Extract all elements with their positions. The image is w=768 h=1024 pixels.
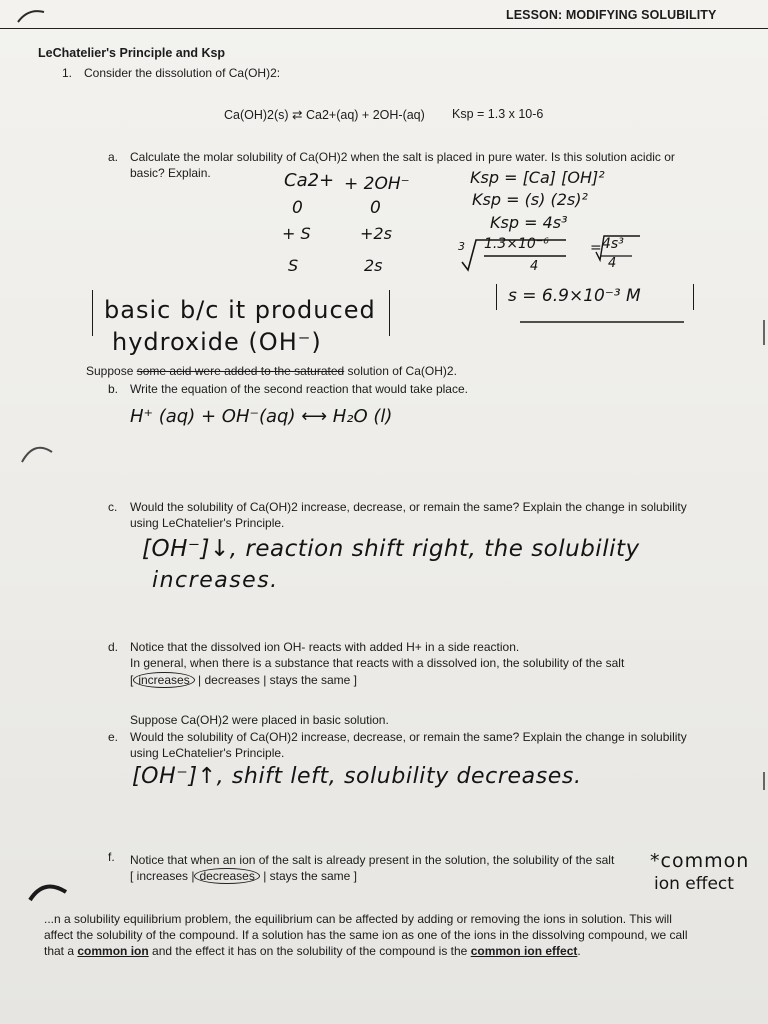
ice-header-ca: Ca2+ [284,170,335,191]
lesson-header: LESSON: MODIFYING SOLUBILITY [506,8,717,22]
part-d-rest: | decreases | stays the same ] [194,673,358,687]
calc-line2: Ksp = (s) (2s)² [472,190,588,209]
section-title: LeChatelier's Principle and Ksp [38,46,226,60]
calc-numerator: 1.3×10⁻⁶ [484,236,549,252]
part-f-letter: f. [108,850,115,864]
equals-sign: = [590,240,602,256]
part-b-letter: b. [108,382,119,396]
calc-rhs-numerator: 4s³ [602,236,624,252]
part-a-line2: basic? Explain. [130,166,211,180]
hole-punch-arc-top [22,448,52,462]
ice-row3-ca: S [288,256,299,275]
part-f-circled-option: decreases [194,868,259,884]
acid-note-struck: some acid were added to the saturated [136,364,345,378]
ice-row1-oh: 0 [370,198,381,218]
part-e-letter: e. [108,730,119,744]
part-e-hand: [OH⁻]↑, shift left, solubility decreases. [132,764,582,789]
part-c-hand1: [OH⁻]↓, reaction shift right, the solubility [142,536,640,562]
part-f-hand2: ion effect [654,874,734,894]
calc-root-index: 3 [458,240,465,253]
ice-header-oh: + 2OH⁻ [344,174,410,194]
part-b-handwritten: H⁺ (aq) + OH⁻(aq) ⟷ H₂O (l) [130,406,393,427]
calc-rhs-denominator: 4 [608,256,617,271]
summary-line2: affect the solubility of the compound. If a solution has the same ion as one of the ions in the dissolving compound, we call [44,928,688,942]
calc-line3: Ksp = 4s³ [490,213,568,232]
part-f-line1: Notice that when an ion of the salt is already present in the solution, the solubility of the salt [130,853,615,867]
part-d-line2: In general, when there is a substance that reacts with a dissolved ion, the solubility of the salt [130,656,625,670]
term-common-ion-effect: common ion effect [470,944,578,958]
part-d-circled-option: increases [133,672,194,688]
ice-row2-ca: + S [282,224,311,243]
summary-line1: ...n a solubility equilibrium problem, the equilibrium can be affected by adding or removing the ions in solution. This will [44,912,672,926]
part-d-line1: Notice that the dissolved ion OH- reacts with added H+ in a side reaction. [130,640,520,654]
part-e-line2: using LeChatelier's Principle. [130,746,285,760]
summary-line3-a: that a [44,944,78,958]
ice-row3-oh: 2s [364,256,383,275]
part-c-hand2: increases. [152,568,279,593]
hole-punch-arc-bottom [30,887,66,900]
explanation-line1: basic b/c it produced [104,296,376,324]
acid-note-before: Suppose [86,364,137,378]
part-d-open: [ [130,673,134,687]
part-e-line1: Would the solubility of Ca(OH)2 increase, decrease, or remain the same? Explain the change in solubility [130,730,687,744]
part-c-line1: Would the solubility of Ca(OH)2 increase, decrease, or remain the same? Explain the change in solubility [130,500,687,514]
calc-line1: Ksp = [Ca] [OH]² [470,168,605,187]
corner-arc-mark [18,11,44,22]
summary-line3-c: . [577,944,581,958]
part-d-letter: d. [108,640,119,654]
q1-ksp: Ksp = 1.3 x 10-6 [452,107,544,121]
ice-row2-oh: +2s [360,224,392,243]
part-a-line1: Calculate the molar solubility of Ca(OH)2 when the salt is placed in pure water. Is this solution acidic or [130,150,675,164]
calc-denominator: 4 [530,259,539,274]
q1-number: 1. [62,66,73,80]
part-a-letter: a. [108,150,119,164]
q1-equation: Ca(OH)2(s) ⇄ Ca2+(aq) + 2OH-(aq) [224,108,425,122]
acid-note-after: solution of Ca(OH)2. [344,364,457,378]
term-common-ion: common ion [77,944,149,958]
q1-text: Consider the dissolution of Ca(OH)2: [84,66,281,80]
answer-value: s = 6.9×10⁻³ M [508,286,641,306]
part-f-hand1: *common [650,850,750,872]
part-c-line2: using LeChatelier's Principle. [130,516,285,530]
part-f-opt-b: | stays the same ] [259,869,358,883]
explanation-line2: hydroxide (OH⁻) [112,328,322,356]
part-c-letter: c. [108,500,118,514]
summary-line3-b: and the effect it has on the solubility of the compound is the [148,944,471,958]
part-b-text: Write the equation of the second reaction that would take place. [130,382,468,396]
cube-root-sign [462,240,566,270]
ice-row1-ca: 0 [292,198,303,218]
basic-note: Suppose Ca(OH)2 were placed in basic solution. [130,713,389,727]
part-f-opt-a: [ increases | [130,869,195,883]
